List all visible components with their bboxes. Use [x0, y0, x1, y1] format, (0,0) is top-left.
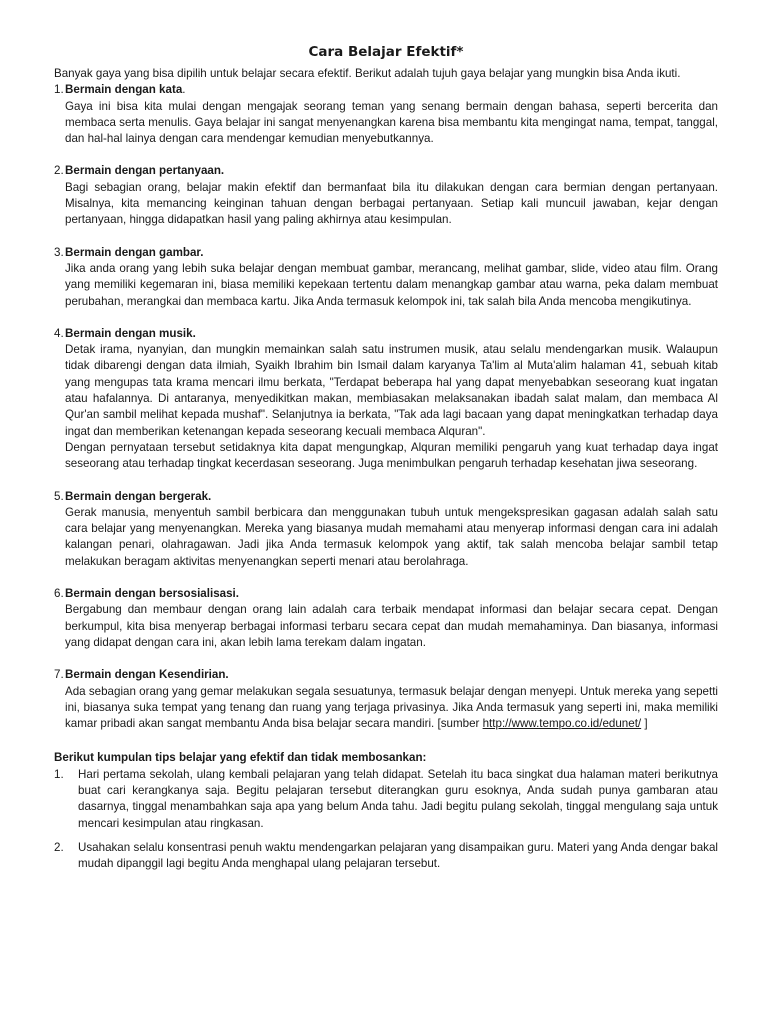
item-number: 4. [54, 326, 64, 340]
tip-text: Usahakan selalu konsentrasi penuh waktu mendengarkan pelajaran yang disampaikan guru. Materi yang Anda dengar bakal mudah dipanggil lagi begitu Anda menghapal ulang pelajaran tersebut. [78, 840, 718, 871]
item-number: 7. [54, 668, 64, 682]
item-body [65, 684, 718, 733]
item-number: 3. [54, 245, 64, 259]
tip-text: Hari pertama sekolah, ulang kembali pelajaran yang telah didapat. Setelah itu baca singkat dua halaman materi berikutnya buat cari kerangkanya saja. Begitu pelajaran tersebut diterangkan guru esoknya, Anda sudah punya gambaran atau dasarnya, tinggal menambahkan saja apa yang belum Anda tahu. Jadi begitu pulang sekolah, tinggal mengulang saja untuk mencari kesimpulan atau ringkasan. [78, 767, 718, 830]
item-heading: Bermain dengan bergerak. [65, 489, 212, 503]
item-number: 2. [54, 164, 64, 178]
list-item [54, 489, 718, 570]
item-body: Gerak manusia, menyentuh sambil berbicara dan menggunakan tubuh untuk mengekspresikan gagasan adalah salah satu cara belajar yang menyenangkan. Mereka yang biasanya mudah memahami atau menyerap informasi dengan cara ini adalah kalangan penari, olahragawan. Jadi jika Anda termasuk kelompok yang aktif, tak salah mencoba belajar sambil tetap melakukan beragam aktivitas menyenangkan seperti menari atau berolahraga. [65, 505, 718, 568]
item-body: Bagi sebagian orang, belajar makin efektif dan bermanfaat bila itu dilakukan dengan cara bermian dengan pertanyaan. Misalnya, kita memancing keinginan tahuan dengan berbagai pertanyaan. Setiap kali muncuil jawaban, kejar dengan pertanyaan, hingga didapatkan hasil yang paling akhirnya atau kesimpulan. [65, 180, 718, 227]
item-number: 1. [54, 83, 64, 97]
source-link[interactable]: http://www.tempo.co.id/edunet/ [482, 717, 642, 731]
item-number: 5. [54, 489, 64, 503]
item-heading: Bermain dengan kata [65, 83, 183, 97]
item-body: Jika anda orang yang lebih suka belajar dengan membuat gambar, merancang, melihat gambar, slide, video atau film. Orang yang memiliki kegemaran ini, biasa memiliki kepekaan tertentu dalam menangkap gambar atau warna, peka dalam membuat perubahan, merangkai dan membaca kartu. Jika Anda termasuk kelompok ini, tak salah bila Anda mencoba mengikutinya. [65, 261, 718, 308]
list-item [54, 586, 718, 651]
list-item [54, 163, 718, 228]
item-body-continued: Dengan pernyataan tersebut setidaknya kita dapat mengungkap, Alquran memiliki pengaruh yang kuat terhadap daya ingat seseorang atau terhadap tingkat kecerdasan seseorang. Juga menimbulkan pengaruh terhadap kesehatan jiwa seseorang. [65, 440, 718, 471]
item-heading: Bermain dengan bersosialisasi. [65, 587, 239, 601]
document-title: Cara Belajar Efektif* [308, 44, 464, 60]
list-item [54, 82, 718, 147]
item-body: Gaya ini bisa kita mulai dengan mengajak seorang teman yang senang bermain dengan bahasa, seperti bercerita dan membaca serta menulis. Gaya belajar ini sangat menyenangkan karena bisa membantu kita mengingat nama, tempat, tanggal, dan hal-hal lainya dengan cara mendengar kemudian menyebutkannya. [65, 99, 718, 146]
list-item [54, 667, 718, 732]
item-heading: Bermain dengan Kesendirian. [65, 668, 229, 682]
link-suffix: ] [641, 717, 648, 731]
item-number: 6. [54, 587, 64, 601]
tip-item [54, 840, 718, 873]
item-heading: Bermain dengan pertanyaan. [65, 164, 225, 178]
tip-number: 2. [54, 840, 64, 854]
tip-item [54, 767, 718, 832]
learning-styles-list [54, 82, 718, 732]
item-body-text: Ada sebagian orang yang gemar melakukan segala sesuatunya, termasuk belajar dengan menyepi. Untuk mereka yang sepetti ini, biasanya suka tempat yang tenang dan ruang yang terjaga privasinya. Jika Anda termasuk yang seperti ini, maka memiliki kamar pribadi akan sangat membantu Anda bisa belajar secara mandiri. [sumber [65, 684, 718, 731]
item-heading-suffix: . [182, 83, 186, 97]
document-page [54, 44, 718, 880]
item-body: Bergabung dan membaur dengan orang lain adalah cara terbaik mendapat informasi dan belajar secara cepat. Dengan berkumpul, kita bisa menyerap berbagai informasi terbaru secara cepat dan mudah memahaminya. Dan biasanya, informasi yang didapat dengan cara ini, akan lebih lama terekam dalam ingatan. [65, 603, 718, 649]
item-heading: Bermain dengan musik. [65, 326, 196, 340]
intro-paragraph: Banyak gaya yang bisa dipilih untuk belajar secara efektif. Berikut adalah tujuh gaya belajar yang mungkin bisa Anda ikuti. [54, 67, 681, 80]
tips-title: Berikut kumpulan tips belajar yang efektif dan tidak membosankan: [54, 751, 427, 765]
tip-number: 1. [54, 767, 64, 781]
item-body: Detak irama, nyanyian, dan mungkin memainkan salah satu instrumen musik, atau selalu mendengarkan musik. Walaupun tidak dibarengi dengan data ilmiah, Syaikh Ibrahim bin Ismail dalam karyanya Ta'lim al Muta'alim halaman 41, sebuah kitab yang mengupas tata krama mencari ilmu berkata, "Terdapat beberapa hal yang dapat menyebabkan seseorang kuat ingatan atau hafalannya. Di antaranya, menyedikitkan makan, membiasakan melaksanakan ibadah salat malam, dan membaca Al Qur'an sambil melihat kepada mushaf". Selanjutnya ia berkata, "Tak ada lagi bacaan yang dapat meningkatkan terhadap daya ingat dan memberikan ketenangan kepada seseorang kecuali membaca Alquran". [65, 343, 718, 438]
item-heading: Bermain dengan gambar. [65, 245, 204, 259]
list-item [54, 326, 718, 473]
list-item [54, 245, 718, 310]
